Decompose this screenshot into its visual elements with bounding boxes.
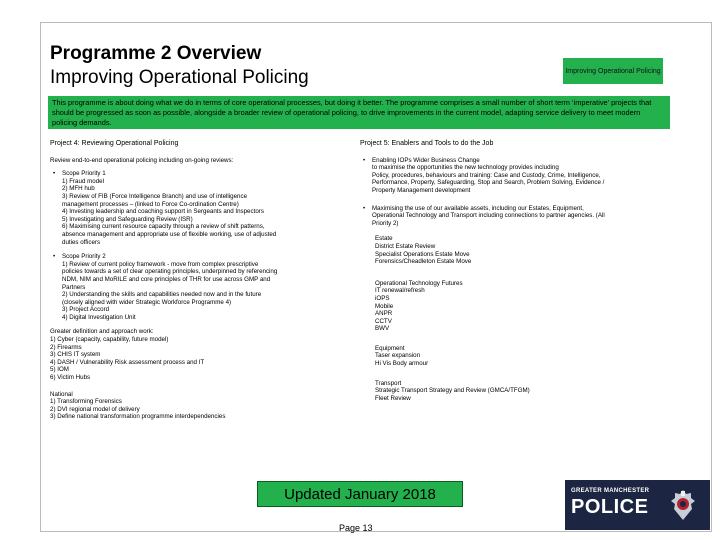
list-item: iOPS: [375, 294, 390, 302]
page-title: Programme 2 Overview: [50, 43, 262, 64]
list-item: IT renewal/refresh: [375, 287, 425, 295]
updated-badge: Updated January 2018: [257, 481, 463, 507]
list-item: 4) Digital Investigation Unit: [62, 313, 136, 321]
list-item: 2) Understanding the skills and capabilities needed now and in the future: [62, 291, 262, 299]
list-item: 1) Fraud model: [62, 177, 104, 185]
project4-column: [50, 140, 340, 430]
bullet-line: Priority 2): [372, 219, 399, 227]
bullet-line: Property Management development: [372, 186, 471, 194]
list-item: 6) Maximising current resource capacity through a review of shift patterns,: [62, 223, 265, 231]
greater-definition-title: Greater definition and approach work:: [50, 328, 154, 336]
list-item: Hi Vis Body armour: [375, 360, 429, 368]
list-item: BWV: [375, 325, 390, 333]
scope-priority-2: [50, 253, 340, 321]
list-item: 1) Transforming Forensics: [50, 398, 122, 406]
list-item: 3) CHIS IT system: [50, 351, 101, 359]
list-item: Taser expansion: [375, 352, 421, 360]
list-item: Strategic Transport Strategy and Review (GMCA/TFGM): [375, 387, 530, 395]
transport-block: [360, 380, 665, 403]
logo-small-text: GREATER MANCHESTER: [571, 488, 650, 494]
list-item: duties officers: [62, 238, 101, 246]
gmp-logo: [565, 480, 710, 530]
list-item: 2) Firearms: [50, 343, 82, 351]
list-item: 1) Cyber (capacity, capability, future model): [50, 336, 169, 344]
page-subtitle: Improving Operational Policing: [50, 67, 309, 88]
optech-title: Operational Technology Futures: [375, 279, 463, 287]
title-block: [50, 42, 309, 90]
list-item: absence management and appropriate use of flexible working, use of adjusted: [62, 230, 277, 238]
list-item: 2) DVI regional model of delivery: [50, 405, 140, 413]
list-item: CCTV: [375, 317, 392, 325]
list-item: District Estate Review: [375, 242, 436, 250]
bullet-line: Operational Technology and Transport including connections to partner agencies. (All: [372, 212, 605, 220]
list-item: ANPR: [375, 310, 393, 318]
scope-priority-1-label: • Scope Priority 1: [62, 170, 106, 178]
list-item: 6) Victim Hubs: [50, 374, 91, 382]
estate-block: [360, 235, 665, 265]
list-item: Partners: [62, 283, 86, 291]
project5-bullet-2: [360, 205, 665, 228]
national-title: National: [50, 390, 73, 398]
list-item: Forensics/Cheadleton Estate Move: [375, 258, 472, 266]
list-item: policies towards a set of clear operating principles, underpinned by referencing: [62, 268, 278, 276]
equipment-title: Equipment: [375, 344, 405, 352]
list-item: NDM, NIM and MoRILE and core principles of THR for use across GMP and: [62, 275, 271, 283]
page-number: Page 13: [339, 523, 373, 533]
bullet-line: • Enabling IOPs Wider Business Change: [372, 156, 480, 164]
list-item: Specialist Operations Estate Move: [375, 250, 470, 258]
list-item: 2) MFH hub: [62, 185, 95, 193]
intro-text: This programme is about doing what we do in terms of core operational processes, but doing it better. The programme comprises a small number of short term ‘imperative’ projects that should be progressed as soon as possible, alongside a broader review of operational policing, to drive improvements in the current model, adapting service delivery to meet modern policing demands.: [48, 96, 670, 129]
list-item: (closely aligned with wider Strategic Workforce Programme 4): [62, 298, 232, 306]
list-item: 4) Investing leadership and coaching support in Sergeants and Inspectors: [62, 208, 264, 216]
project4-heading: Project 4: Reviewing Operational Policing: [50, 140, 179, 147]
list-item: 3) Project Accord: [62, 306, 110, 314]
project5-bullet-1: [360, 157, 665, 195]
scope-priority-2-label: • Scope Priority 2: [62, 253, 106, 261]
transport-title: Transport: [375, 379, 402, 387]
list-item: 3) Review of FIB (Force Intelligence Branch) and use of intelligence: [62, 192, 248, 200]
project5-heading: Project 5: Enablers and Tools to do the Job: [360, 140, 494, 147]
police-crest-icon: [670, 489, 696, 521]
bullet-line: Performance, Property, Safeguarding, Stop and Search, Problem Solving, Evidence /: [372, 179, 605, 187]
list-item: Mobile: [375, 302, 394, 310]
list-item: Fleet Review: [375, 394, 411, 402]
list-item: 4) DASH / Vulnerability Risk assessment process and IT: [50, 358, 205, 366]
bullet-line: to maximise the opportunities the new technology provides including: [372, 164, 559, 172]
project4-intro: Review end-to-end operational policing including on-going reviews:: [50, 156, 234, 164]
optech-block: [360, 280, 665, 333]
list-item: 5) Investigating and Safeguarding Review (ISR): [62, 215, 193, 223]
list-item: management processes – (linked to Force Co-ordination Centre): [62, 200, 239, 208]
list-item: 5) IOM: [50, 366, 69, 374]
bullet-line: Policy, procedures, behaviours and training: Case and Custody, Crime, Intelligence,: [372, 171, 601, 179]
national-block: [50, 391, 340, 421]
programme-tag: Improving Operational Policing: [563, 58, 663, 84]
list-item: 1) Review of current policy framework - move from complex prescriptive: [62, 260, 259, 268]
estate-title: Estate: [375, 235, 393, 243]
project5-column: [360, 140, 665, 411]
scope-priority-1: [50, 170, 340, 246]
logo-big-text: POLICE: [571, 496, 649, 518]
equipment-block: [360, 345, 665, 368]
greater-definition-block: [50, 328, 340, 381]
bullet-line: • Maximising the use of our available assets, including our Estates, Equipment,: [372, 204, 584, 212]
list-item: 3) Define national transformation programme interdependencies: [50, 413, 226, 421]
